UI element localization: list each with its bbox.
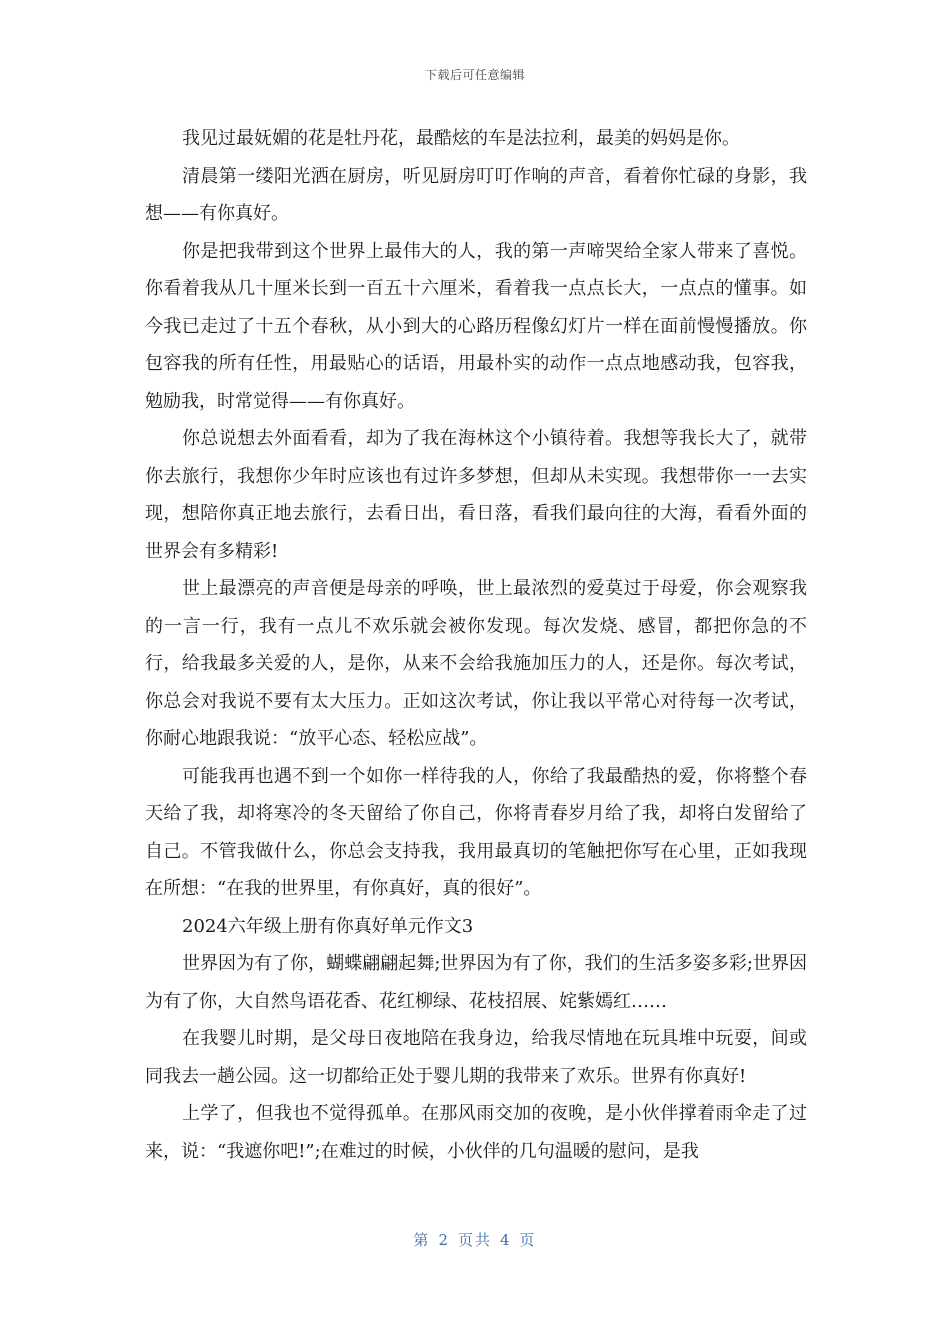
header-note: 下载后可任意编辑 <box>424 68 525 82</box>
paragraph-6: 可能我再也遇不到一个如你一样待我的人，你给了我最酷热的爱，你将整个春天给了我，却将寒冷的冬天留给了你自己，你将青春岁月给了我，却将白发留给了自己。不管我做什么，你总会支持我，我用最真切的笔触把你写在心里，正如我现在所想：“在我的世界里，有你真好，真的很好”。 <box>145 765 807 899</box>
document-body <box>145 120 807 1170</box>
section-title: 2024六年级上册有你真好单元作文3 <box>182 915 474 937</box>
page-footer <box>0 1229 950 1250</box>
footer-current-page: 2 <box>438 1231 450 1249</box>
paragraph-9: 上学了，但我也不觉得孤单。在那风雨交加的夜晚，是小伙伴撑着雨伞走了过来，说：“我遮你吧!”;在难过的时候，小伙伴的几句温暖的慰问，是我 <box>145 1103 807 1162</box>
paragraph-5: 世上最漂亮的声音便是母亲的呼唤，世上最浓烈的爱莫过于母爱，你会观察我的一言一行，我有一点儿不欢乐就会被你发现。每次发烧、感冒，都把你急的不行，给我最多关爱的人，是你，从来不会给我施加压力的人，还是你。每次考试，你总会对我说不要有太大压力。正如这次考试，你让我以平常心对待每一次考试，你耐心地跟我说：“放平心态、轻松应战”。 <box>145 578 807 749</box>
paragraph-3: 你是把我带到这个世界上最伟大的人，我的第一声啼哭给全家人带来了喜悦。你看着我从几十厘米长到一百五十六厘米，看着我一点点长大，一点点的懂事。如今我已走过了十五个春秋，从小到大的心路历程像幻灯片一样在面前慢慢播放。你包容我的所有任性，用最贴心的话语，用最朴实的动作一点点地感动我，包容我，勉励我，时常觉得——有你真好。 <box>145 240 807 412</box>
paragraph-2: 清晨第一缕阳光洒在厨房，听见厨房叮叮作响的声音，看着你忙碌的身影，我想——有你真好。 <box>145 165 807 224</box>
footer-ye-gong: 页共 <box>457 1231 492 1249</box>
paragraph-1: 我见过最妩媚的花是牡丹花，最酷炫的车是法拉利，最美的妈妈是你。 <box>182 128 740 149</box>
footer-di: 第 <box>413 1231 431 1249</box>
footer-ye: 页 <box>519 1231 537 1249</box>
footer-total-pages: 4 <box>500 1231 512 1249</box>
paragraph-7: 世界因为有了你，蝴蝶翩翩起舞;世界因为有了你，我们的生活多姿多彩;世界因为有了你，大自然鸟语花香、花红柳绿、花枝招展、姹紫嫣红…… <box>145 953 807 1012</box>
paragraph-8: 在我婴儿时期，是父母日夜地陪在我身边，给我尽情地在玩具堆中玩耍，间或同我去一趟公园。这一切都给正处于婴儿期的我带来了欢乐。世界有你真好! <box>145 1028 807 1087</box>
paragraph-4: 你总说想去外面看看，却为了我在海林这个小镇待着。我想等我长大了，就带你去旅行，我想你少年时应该也有过许多梦想，但却从未实现。我想带你一一去实现，想陪你真正地去旅行，去看日出，看日落，看我们最向往的大海，看看外面的世界会有多精彩! <box>145 428 807 562</box>
